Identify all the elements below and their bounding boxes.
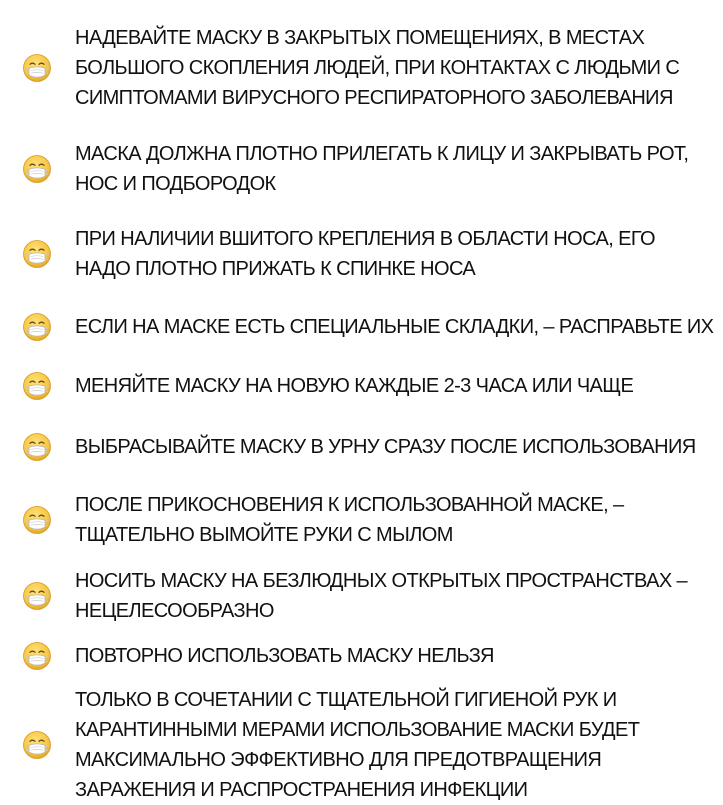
- mask-face-emoji-icon: [22, 53, 52, 83]
- mask-face-emoji-icon: [22, 432, 52, 462]
- mask-face-emoji-icon: [22, 581, 52, 611]
- list-item-text: ПОСЛЕ ПРИКОСНОВЕНИЯ К ИСПОЛЬЗОВАННОЙ МАСКЕ, – ТЩАТЕЛЬНО ВЫМОЙТЕ РУКИ С МЫЛОМ: [75, 494, 624, 546]
- list-item-text: ВЫБРАСЫВАЙТЕ МАСКУ В УРНУ СРАЗУ ПОСЛЕ ИСПОЛЬЗОВАНИЯ: [75, 436, 696, 458]
- list-item: [0, 490, 723, 550]
- list-item-text: НАДЕВАЙТЕ МАСКУ В ЗАКРЫТЫХ ПОМЕЩЕНИЯХ, В МЕСТАХ БОЛЬШОГО СКОПЛЕНИЯ ЛЮДЕЙ, ПРИ КОНТАКТАХ С ЛЮДЬМИ С СИМПТОМАМИ ВИРУСНОГО РЕСПИРАТОРНОГО ЗАБОЛЕВАНИЯ: [75, 27, 680, 109]
- mask-face-emoji-icon: [22, 154, 52, 184]
- list-item-text: ПОВТОРНО ИСПОЛЬЗОВАТЬ МАСКУ НЕЛЬЗЯ: [75, 645, 494, 667]
- list-item: [0, 686, 723, 804]
- list-item-text: МАСКА ДОЛЖНА ПЛОТНО ПРИЛЕГАТЬ К ЛИЦУ И ЗАКРЫВАТЬ РОТ, НОС И ПОДБОРОДОК: [75, 142, 689, 195]
- list-item-text: ТОЛЬКО В СОЧЕТАНИИ С ТЩАТЕЛЬНОЙ ГИГИЕНОЙ РУК И КАРАНТИННЫМИ МЕРАМИ ИСПОЛЬЗОВАНИЕ МАСКИ БУДЕТ МАКСИМАЛЬНО ЭФФЕКТИВНО ДЛЯ ПРЕДОТВРАЩЕНИЯ ЗАРАЖЕНИЯ И РАСПРОСТРАНЕНИЯ ИНФЕКЦИИ: [75, 689, 640, 801]
- list-item: [0, 640, 723, 672]
- list-item-text: НОСИТЬ МАСКУ НА БЕЗЛЮДНЫХ ОТКРЫТЫХ ПРОСТРАНСТВАХ – НЕЦЕЛЕСООБРАЗНО: [75, 570, 688, 622]
- mask-face-emoji-icon: [22, 239, 52, 269]
- list-item: [0, 370, 723, 402]
- list-item: [0, 224, 723, 284]
- mask-face-emoji-icon: [22, 371, 52, 401]
- list-item-text: ПРИ НАЛИЧИИ ВШИТОГО КРЕПЛЕНИЯ В ОБЛАСТИ НОСА, ЕГО НАДО ПЛОТНО ПРИЖАТЬ К СПИНКЕ НОСА: [75, 228, 655, 280]
- mask-face-emoji-icon: [22, 641, 52, 671]
- list-item: [0, 137, 723, 200]
- list-item: [0, 297, 723, 357]
- mask-face-emoji-icon: [22, 312, 52, 342]
- list-item: [0, 417, 723, 477]
- list-item: [0, 8, 723, 128]
- mask-face-emoji-icon: [22, 505, 52, 535]
- list-item-text: МЕНЯЙТЕ МАСКУ НА НОВУЮ КАЖДЫЕ 2-3 ЧАСА ИЛИ ЧАЩЕ: [75, 375, 634, 397]
- mask-face-emoji-icon: [22, 730, 52, 760]
- list-item-text: ЕСЛИ НА МАСКЕ ЕСТЬ СПЕЦИАЛЬНЫЕ СКЛАДКИ, – РАСПРАВЬТЕ ИХ: [75, 316, 714, 338]
- list-item: [0, 566, 723, 626]
